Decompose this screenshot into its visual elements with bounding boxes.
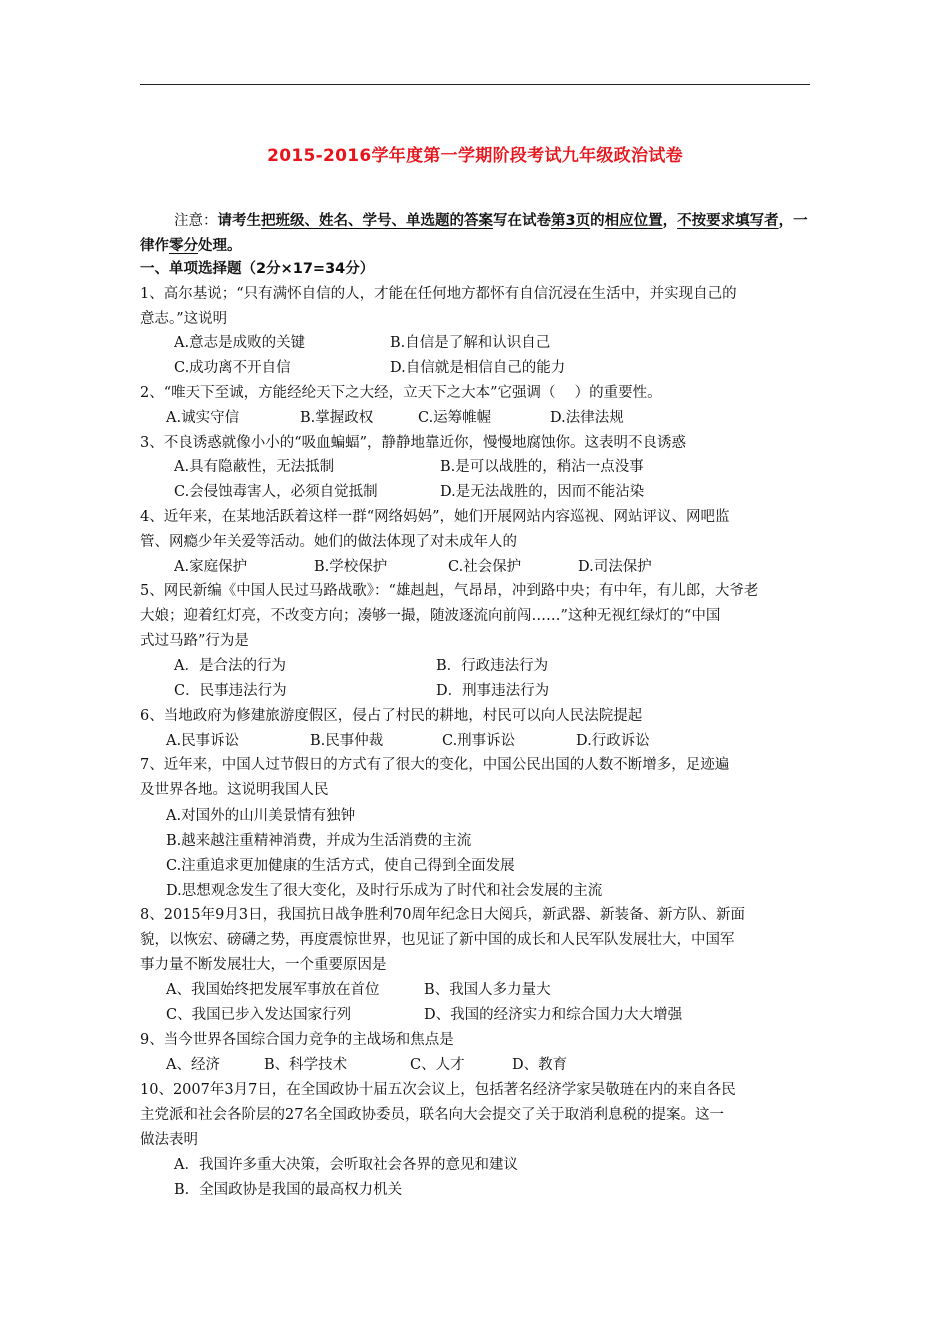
q7-option-d: D.思想观念发生了很大变化，及时行乐成为了时代和社会发展的主流 — [166, 883, 603, 899]
q4-option-d: D.司法保护 — [578, 559, 652, 575]
q5-option-b: B．行政违法行为 — [436, 658, 549, 674]
q10-option-a: A．我国许多重大决策，会听取社会各界的意见和建议 — [174, 1157, 518, 1173]
q6-option-a: A.民事诉讼 — [166, 733, 240, 749]
question-8-text: 8、2015年9月3日，我国抗日战争胜利70周年纪念日大阅兵，新武器、新装备、新方队、新面 — [140, 907, 746, 923]
notice-part: 请考生 — [217, 213, 261, 229]
q6-option-c: C.刑事诉讼 — [442, 733, 516, 749]
q7-option-a: A.对国外的山川美景情有独钟 — [166, 808, 356, 824]
question-10-text: 10、2007年3月7日，在全国政协十届五次会议上，包括著名经济学家吴敬琏在内的来自各民 — [140, 1082, 736, 1098]
q4-option-a: A.家庭保护 — [174, 559, 248, 575]
q8-option-c: C、我国已步入发达国家行列 — [166, 1007, 352, 1023]
notice-underline: 零分 — [169, 238, 198, 254]
q7-option-b: B.越来越注重精神消费，并成为生活消费的主流 — [166, 833, 472, 849]
q1-option-b: B.自信是了解和认识自己 — [390, 335, 551, 351]
question-10-text-3: 做法表明 — [140, 1132, 198, 1148]
q5-option-a: A．是合法的行为 — [174, 658, 286, 674]
q2-option-b: B.掌握政权 — [300, 410, 374, 426]
q8-option-a: A、我国始终把发展军事放在首位 — [166, 982, 380, 998]
question-4-text-2: 管、网瘾少年关爱等活动。她们的做法体现了对未成年人的 — [140, 534, 517, 550]
section-heading: 一、单项选择题（2分×17=34分） — [140, 261, 375, 277]
question-5-text-3: 式过马路”行为是 — [140, 633, 249, 649]
q3-option-c: C.会侵蚀毒害人，必须自觉抵制 — [174, 484, 378, 500]
q5-option-d: D．刑事违法行为 — [436, 683, 550, 699]
question-1-text: 1、高尔基说；“只有满怀自信的人，才能在任何地方都怀有自信沉浸在生活中，并实现自己的 — [140, 286, 737, 302]
q2-option-a: A.诚实守信 — [166, 410, 240, 426]
q8-option-b: B、我国人多力量大 — [424, 982, 551, 998]
notice-underline: 相应位置 — [604, 213, 663, 229]
q4-option-b: B.学校保护 — [314, 559, 388, 575]
question-5-text-2: 大娘；迎着红灯亮，不改变方向；凑够一撮，随波逐流向前闯……”这种无视红绿灯的“中国 — [140, 608, 721, 624]
q1-option-d: D.自信就是相信自己的能力 — [390, 360, 566, 376]
q2-option-d: D.法律法规 — [550, 410, 624, 426]
q7-option-c: C.注重追求更加健康的生活方式，使自己得到全面发展 — [166, 858, 515, 874]
exam-title: 2015-2016学年度第一学期阶段考试九年级政治试卷 — [267, 146, 683, 166]
q6-option-b: B.民事仲裁 — [310, 733, 384, 749]
q8-option-d: D、我国的经济实力和综合国力大大增强 — [424, 1007, 683, 1023]
q1-option-c: C.成功离不开自信 — [174, 360, 291, 376]
q2-option-c: C.运筹帷幄 — [418, 410, 492, 426]
notice-part: ， — [662, 213, 678, 229]
question-10-text-2: 主党派和社会各阶层的27名全国政协委员，联名向大会提交了关于取消利息税的提案。这一 — [140, 1107, 724, 1123]
notice-prefix: 注意： — [174, 213, 218, 229]
question-2-text: 2、“唯天下至诚，方能经纶天下之大经，立天下之大本”它强调（ ）的重要性。 — [140, 385, 662, 401]
q3-option-b: B.是可以战胜的，稍沾一点没事 — [440, 459, 644, 475]
q9-option-b: B、科学技术 — [264, 1057, 348, 1073]
notice-underline: 第3页 — [551, 213, 591, 229]
question-3-text: 3、不良诱惑就像小小的“吸血蝙蝠”，静静地靠近你，慢慢地腐蚀你。这表明不良诱惑 — [140, 435, 687, 451]
q9-option-c: C、人才 — [410, 1057, 465, 1073]
q10-option-b: B．全国政协是我国的最高权力机关 — [174, 1182, 403, 1198]
q3-option-d: D.是无法战胜的，因而不能沾染 — [440, 484, 645, 500]
question-7-text: 7、近年来，中国人过节假日的方式有了很大的变化，中国公民出国的人数不断增多，足迹遍 — [140, 757, 730, 773]
q4-option-c: C.社会保护 — [448, 559, 522, 575]
question-5-text: 5、网民新编《中国人民过马路战歌》：“雄赳赳，气昂昂，冲到路中央；有中年，有儿郎，大爷老 — [140, 583, 759, 599]
q1-option-a: A.意志是成败的关键 — [174, 335, 306, 351]
question-1-text-2: 意志。”这说明 — [140, 311, 228, 327]
q5-option-c: C．民事违法行为 — [174, 683, 287, 699]
question-8-text-3: 事力量不断发展壮大，一个重要原因是 — [140, 957, 387, 973]
question-7-text-2: 及世界各地。这说明我国人民 — [140, 782, 329, 798]
notice-part: ，一律作 — [140, 213, 808, 254]
question-8-text-2: 貌，以恢宏、磅礴之势，再度震惊世界，也见证了新中国的成长和人民军队发展壮大，中国军 — [140, 932, 735, 948]
notice-paragraph — [140, 209, 810, 259]
header-rule — [140, 84, 810, 85]
question-4-text: 4、近年来，在某地活跃着这样一群“网络妈妈”，她们开展网站内容巡视、网站评议、网吧监 — [140, 509, 730, 525]
q3-option-a: A.具有隐蔽性，无法抵制 — [174, 459, 335, 475]
q9-option-d: D、教育 — [512, 1057, 568, 1073]
q9-option-a: A、经济 — [166, 1057, 220, 1073]
notice-underline: 把班级、姓名、学号、单选题的答案 — [261, 213, 493, 229]
q6-option-d: D.行政诉讼 — [576, 733, 650, 749]
notice-underline: 不按要求填写者 — [677, 213, 779, 229]
notice-part: 写在试卷 — [493, 213, 551, 229]
notice-part: 处理。 — [198, 238, 242, 254]
question-9-text: 9、当今世界各国综合国力竞争的主战场和焦点是 — [140, 1032, 454, 1048]
question-6-text: 6、当地政府为修建旅游度假区，侵占了村民的耕地，村民可以向人民法院提起 — [140, 708, 643, 724]
notice-text — [140, 213, 808, 254]
notice-part: 的 — [590, 213, 605, 229]
